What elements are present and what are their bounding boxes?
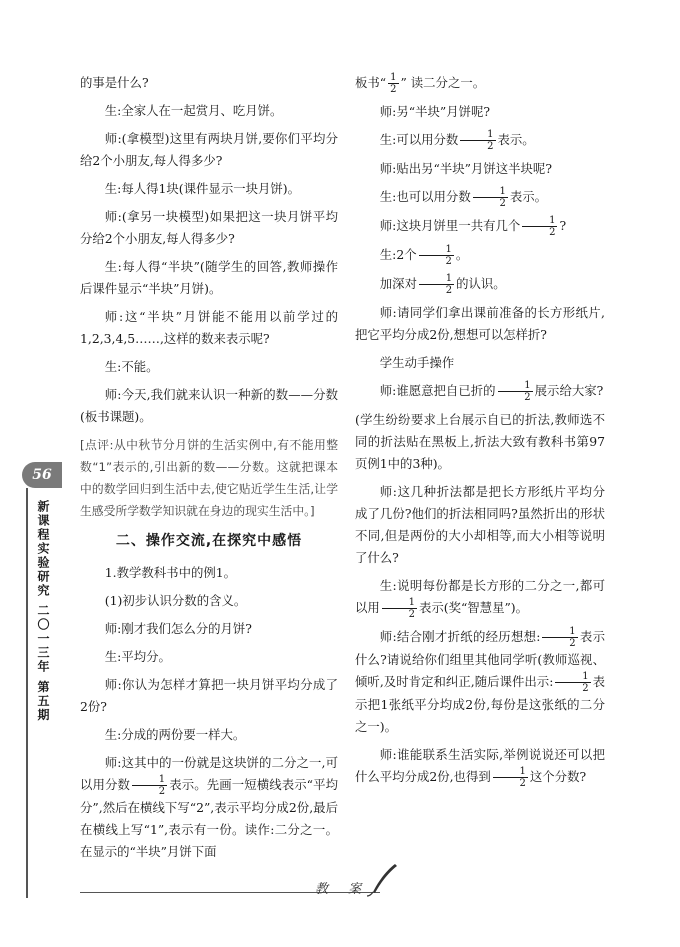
text-run: 师:(拿另一块模型)如果把这一块月饼平均分给2个小朋友,每人得多少? — [80, 209, 338, 246]
fraction — [419, 244, 454, 267]
fraction-numerator: 1 — [419, 273, 454, 285]
paragraph — [80, 646, 338, 668]
text-run: 生:每人得“半块”(随学生的回答,教师操作后课件显示“半块”月饼)。 — [80, 259, 338, 296]
text-run: ” 读二分之一。 — [400, 75, 486, 90]
paragraph — [80, 674, 338, 718]
text-run: 师:请同学们拿出课前准备的长方形纸片,把它平均分成2份,想想可以怎样折? — [355, 305, 605, 342]
text-run: 1.教学教科书中的例1。 — [104, 565, 237, 580]
paragraph — [355, 244, 605, 267]
fraction-denominator: 2 — [524, 392, 531, 403]
text-run: 生:可以用分数 — [379, 132, 459, 147]
fraction-numerator: 1 — [473, 186, 508, 198]
fraction-denominator: 2 — [487, 141, 494, 152]
fraction — [132, 774, 167, 797]
text-run: 师:这块月饼里一共有几个 — [379, 218, 521, 233]
text-run: 师:这“半块”月饼能不能用以前学过的1,2,3,4,5……,这样的数来表示呢? — [80, 309, 338, 346]
fraction-denominator: 2 — [408, 609, 415, 620]
paragraph — [80, 206, 338, 250]
paragraph — [80, 100, 338, 122]
paragraph — [80, 72, 338, 94]
paragraph — [355, 72, 605, 95]
paragraph — [355, 273, 605, 296]
fraction — [498, 380, 533, 403]
text-run: 师:谁愿意把自已折的 — [379, 383, 496, 398]
fraction-numerator: 1 — [522, 215, 557, 227]
fraction — [542, 626, 577, 649]
text-run: 表示。先画一短横线表示“平均分”,然后在横线下写“2”,表示平均分成2份,最后在横线上写“1”,表示有一份。读作:二分之一。在显示的“半块”月饼下面 — [80, 777, 339, 859]
text-run: 师:这其中的一份就是这块饼的二分之一,可以用分数 — [80, 755, 338, 792]
paragraph — [355, 626, 605, 738]
paragraph — [80, 590, 338, 612]
journal-sidebar-text: 新课程实验研究 二〇一三年 第五期 — [36, 500, 50, 723]
fraction-numerator: 1 — [498, 380, 533, 392]
text-run: 生:每人得1块(课件显示一块月饼)。 — [104, 181, 300, 196]
text-run: 师:谁能联系生活实际,举例说说还可以把什么平均分成2份,也得到 — [355, 747, 605, 784]
text-run: 生:也可以用分数 — [379, 189, 471, 204]
fraction-denominator: 2 — [390, 84, 397, 95]
fraction-denominator: 2 — [158, 786, 166, 797]
text-run: 加深对 — [379, 276, 417, 291]
text-run: 表示什么?请说给你们组里其他同学听(教师巡视、倾听,及时肯定和纠正,随后课件出示: — [355, 629, 605, 689]
text-run: (1)初步认识分数的含义。 — [104, 593, 247, 608]
section-heading — [80, 530, 338, 552]
text-run: 学生动手操作 — [379, 355, 455, 370]
fraction — [460, 129, 495, 152]
text-run: 师:另“半块”月饼呢? — [379, 104, 491, 119]
text-run: 师:结合刚才折纸的经历想想: — [379, 629, 541, 644]
page-number-badge — [22, 462, 62, 488]
paragraph — [80, 306, 338, 350]
right-column — [355, 72, 605, 795]
text-run: 这个分数? — [529, 769, 587, 784]
text-run: 板书“ — [355, 75, 387, 90]
fraction — [555, 671, 590, 694]
text-run: 师:今天,我们就来认识一种新的数——分数(板书课题)。 — [80, 387, 338, 424]
fraction — [473, 186, 508, 209]
paragraph — [80, 178, 338, 200]
paragraph — [80, 434, 338, 522]
paragraph — [355, 101, 605, 123]
text-run: 师:这几种折法都是把长方形纸片平均分成了几份?他们的折法相同吗?虽然折出的形状不同,但是两份的大小却相等,而大小相等说明了什么? — [355, 484, 605, 565]
fraction — [388, 72, 398, 95]
paragraph — [355, 215, 605, 238]
fraction-denominator: 2 — [445, 256, 452, 267]
text-run: 表示(奖“智慧星”)。 — [418, 600, 529, 615]
paragraph — [355, 186, 605, 209]
text-run: 生:平均分。 — [104, 649, 171, 664]
quill-pen-icon — [365, 862, 401, 898]
fraction-numerator: 1 — [382, 597, 417, 609]
text-run: 展示给大家? — [534, 383, 604, 398]
paragraph — [80, 752, 338, 863]
paragraph — [355, 158, 605, 180]
text-run: 师:(拿模型)这里有两块月饼,要你们平均分给2个小朋友,每人得多少? — [80, 131, 338, 168]
paragraph — [355, 575, 605, 620]
text-run: 。 — [455, 247, 469, 262]
paragraph — [355, 481, 605, 569]
fraction-numerator: 1 — [542, 626, 577, 638]
fraction-numerator: 1 — [493, 766, 528, 778]
text-run: 的事是什么? — [80, 75, 149, 90]
paragraph — [355, 352, 605, 374]
fraction-numerator: 1 — [460, 129, 495, 141]
paragraph — [80, 618, 338, 640]
fraction — [522, 215, 557, 238]
text-run: ? — [559, 218, 567, 233]
text-run: 二、操作交流,在探究中感悟 — [115, 533, 303, 549]
fraction-denominator: 2 — [569, 638, 576, 649]
paragraph — [355, 380, 605, 403]
paragraph — [80, 256, 338, 300]
text-run: 生:分成的两份要一样大。 — [104, 727, 246, 742]
text-run: 表示把1张纸平分均成2份,每份是这张纸的二分之一)。 — [355, 674, 605, 734]
fraction-denominator: 2 — [499, 198, 506, 209]
fraction — [382, 597, 417, 620]
text-run: 师:你认为怎样才算把一块月饼平均分成了2份? — [80, 677, 338, 714]
fraction-numerator: 1 — [132, 774, 167, 786]
text-run: 表示。 — [497, 132, 535, 147]
text-run: 师:贴出另“半块”月饼这半块呢? — [379, 161, 552, 176]
paragraph — [80, 724, 338, 746]
fraction-denominator: 2 — [519, 778, 526, 789]
text-run: 生:说明每份都是长方形的二分之一,都可以用 — [355, 578, 605, 615]
text-run: (学生纷纷要求上台展示自已的折法,教师选不同的折法贴在黑板上,折法大致有教科书第97页例1中的3种)。 — [355, 412, 605, 471]
page-number: 56 — [32, 467, 52, 483]
text-run: 生:全家人在一起赏月、吃月饼。 — [104, 103, 283, 118]
footer-label: 教 案 — [315, 882, 370, 897]
text-run: 的认识。 — [456, 276, 506, 291]
paragraph — [355, 409, 605, 475]
text-run: 生:2个 — [379, 247, 417, 262]
fraction-numerator: 1 — [390, 72, 397, 83]
paragraph — [80, 356, 338, 378]
paragraph — [80, 384, 338, 428]
fraction — [419, 273, 454, 296]
text-run: [点评:从中秋节分月饼的生活实例中,有不能用整数“1”表示的,引出新的数——分数。这就把课本中的数学回归到生活中去,使它贴近学生生活,让学生感受所学数学知识就在身边的现实生活中。] — [80, 438, 338, 518]
fraction-numerator: 1 — [555, 671, 590, 683]
paragraph — [80, 562, 338, 584]
fraction-denominator: 2 — [582, 683, 589, 694]
paragraph — [355, 744, 605, 789]
left-column — [80, 72, 338, 869]
paragraph — [80, 128, 338, 172]
paragraph — [355, 302, 605, 346]
text-run: 师:刚才我们怎么分的月饼? — [104, 621, 252, 636]
text-run: 表示。 — [509, 189, 548, 204]
paragraph — [355, 129, 605, 152]
fraction — [493, 766, 528, 789]
fraction-numerator: 1 — [419, 244, 454, 256]
text-run: 生:不能。 — [104, 359, 159, 374]
fraction-denominator: 2 — [445, 285, 453, 296]
fraction-denominator: 2 — [549, 227, 556, 238]
